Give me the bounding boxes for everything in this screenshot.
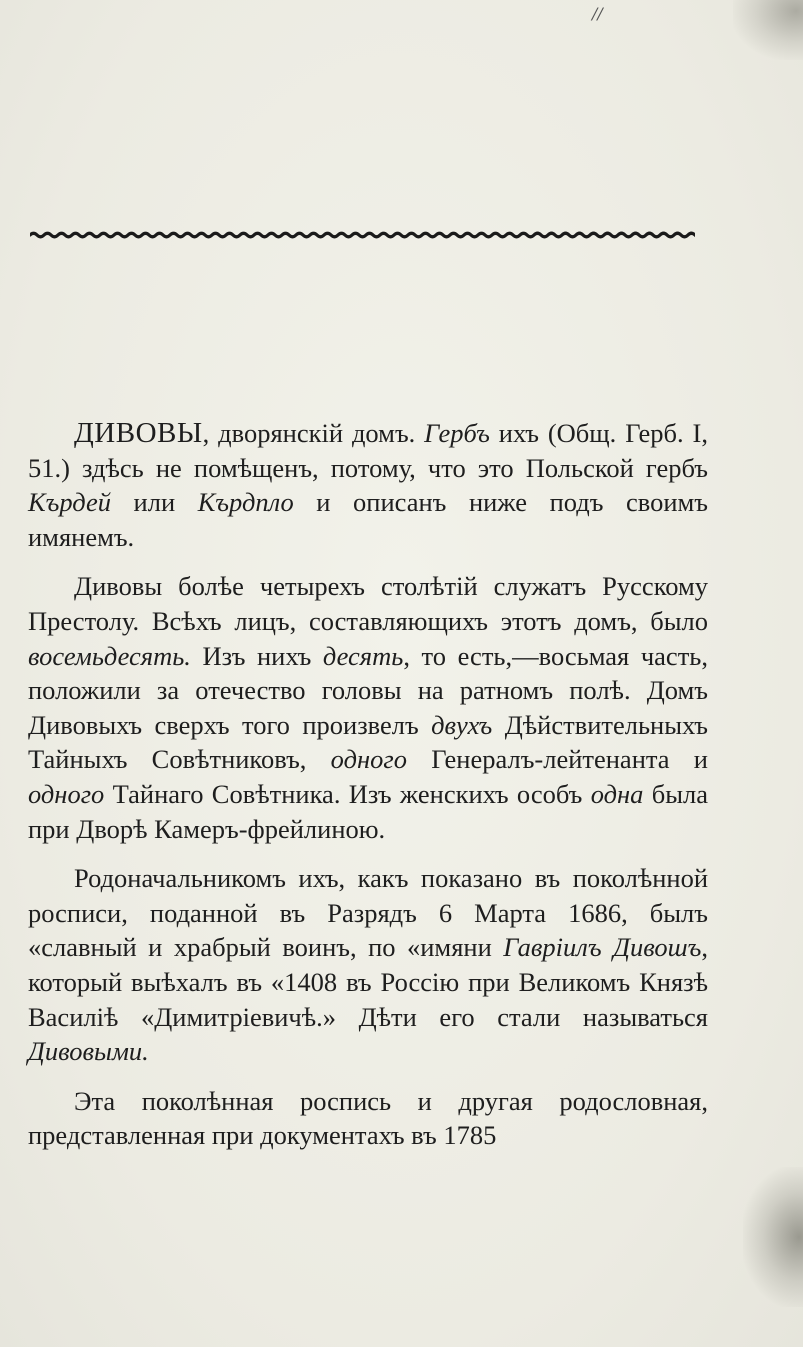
text-run: Родоначальникомъ ихъ, какъ показано въ поколѣнной росписи, поданной въ Разрядъ 6 Марта 1686, былъ «славный и храбрый воинъ, по «имяни: [28, 863, 708, 963]
text-run: Изъ нихъ: [190, 640, 323, 671]
text-run: была при Дворѣ Камеръ-фрейлиною.: [28, 778, 708, 844]
italic-text-run: десять: [322, 640, 404, 671]
text-run: Тайнаго Совѣтника. Изъ женскихъ особъ: [104, 778, 591, 809]
italic-text-run: Гербъ: [424, 418, 490, 448]
paragraph-2: [28, 569, 708, 846]
text-run: , который выѣхалъ въ «1408 въ Россію при Великомъ Князѣ Василіѣ «Димитріевичѣ.» Дѣти его стали называться: [28, 932, 708, 1032]
text-run: и описанъ ниже подъ своимъ имянемъ.: [28, 487, 708, 552]
page-stain-bottom: [743, 1167, 803, 1307]
surname-heading: ДИВОВЫ: [74, 417, 203, 449]
italic-text-run: Гавріилъ Дивошъ: [503, 932, 702, 963]
italic-text-run: Дивовыми.: [28, 1036, 149, 1067]
text-run: или: [111, 487, 198, 518]
italic-text-run: одного: [28, 778, 105, 809]
italic-text-run: одна: [590, 778, 644, 809]
text-run: Дивовы болѣе четырехъ столѣтій служатъ Русскому Престолу. Всѣхъ лицъ, составляющихъ этотъ домъ, было: [28, 571, 708, 636]
article-body: [28, 416, 708, 1153]
wave-ornament-divider: [30, 228, 695, 242]
page-corner-mark: //: [592, 4, 603, 23]
paragraph-4: [28, 1084, 708, 1153]
text-run: Эта поколѣнная роспись и другая родословная, представленная при документахъ въ 1785: [28, 1085, 708, 1151]
paragraph-1: [28, 416, 708, 554]
text-run: Генералъ-лейтенанта и: [406, 744, 708, 775]
italic-text-run: двухъ: [431, 709, 493, 740]
text-run: , то есть,—восьмая часть, положили за отечество головы на ратномъ полѣ. Домъ Дивовыхъ сверхъ того произвелъ: [28, 640, 708, 740]
text-run: ихъ (Общ. Герб. I, 51.) здѣсь не помѣщенъ, потому, что это Польской гербъ: [28, 418, 708, 483]
italic-text-run: одного: [330, 744, 407, 775]
italic-text-run: восемьдесять.: [28, 640, 191, 671]
text-run: , дворянскій домъ.: [202, 418, 425, 448]
paragraph-3: [28, 861, 708, 1069]
italic-text-run: Кърдей: [28, 487, 111, 518]
italic-text-run: Кърдпло: [197, 487, 294, 518]
text-run: Дѣйствительныхъ Тайныхъ Совѣтниковъ,: [28, 709, 708, 775]
page-stain-top: [733, 0, 803, 60]
